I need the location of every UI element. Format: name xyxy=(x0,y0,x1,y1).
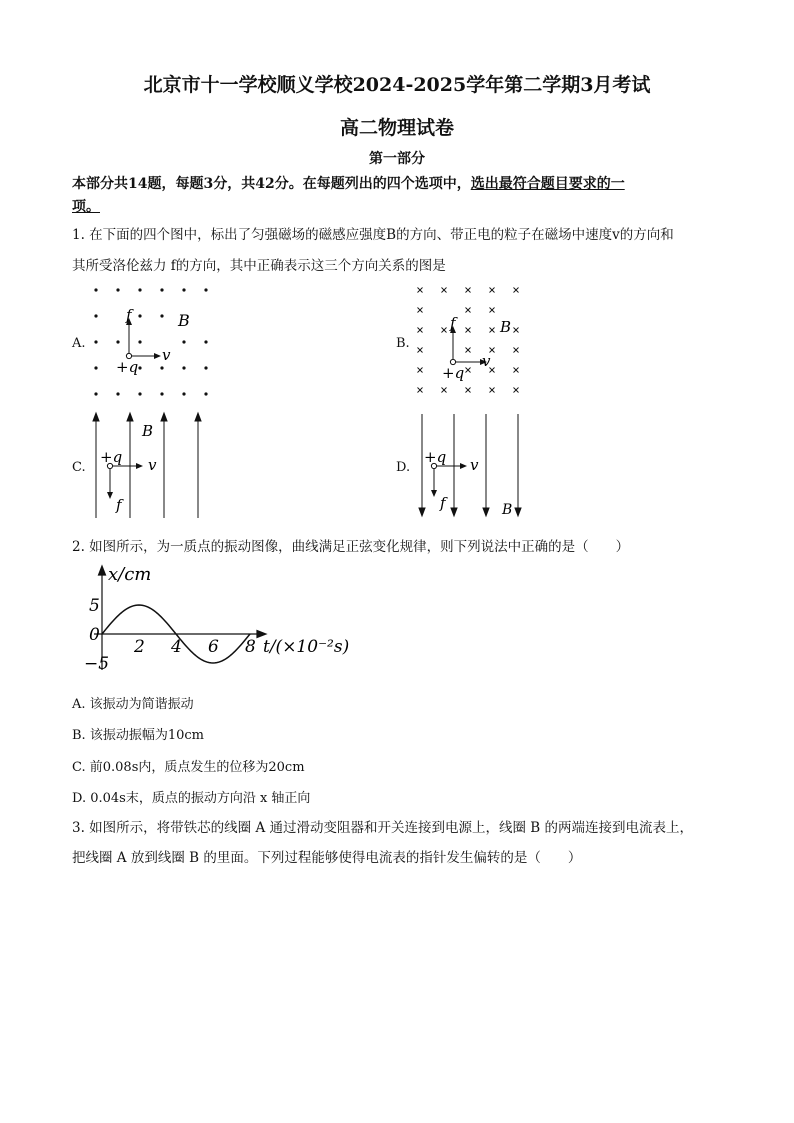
q2-option-a: A. 该振动为简谐振动 xyxy=(72,697,194,712)
label-f: f xyxy=(450,314,456,332)
q1-diagram-d xyxy=(410,410,530,520)
instructions-end: 项。 xyxy=(72,199,100,215)
label-b: B xyxy=(142,422,154,440)
label-v: v xyxy=(470,456,479,474)
label-v: v xyxy=(482,352,491,370)
y-tick-label: 5 xyxy=(89,596,100,616)
q2-stem: 2. 如图所示，为一质点的振动图像，曲线满足正弦变化规律，则下列说法中正确的是（ ） xyxy=(72,539,630,555)
q3-line2: 把线圈 A 放到线圈 B 的里面。下列过程能够使得电流表的指针发生偏转的是（ ） xyxy=(72,850,582,866)
instructions-text: 本部分共14题，每题3分，共42分。在每题列出的四个选项中， xyxy=(72,176,471,192)
label-v: v xyxy=(162,346,171,364)
q1-line1: 1. 在下面的四个图中，标出了匀强磁场的磁感应强度B的方向、带正电的粒子在磁场中速度v的方向和 xyxy=(72,227,674,243)
label-b: B xyxy=(178,311,190,330)
instructions-underlined: 选出最符合题目要求的一 xyxy=(470,176,625,192)
label-f: f xyxy=(440,494,446,512)
label-b: B xyxy=(502,502,513,518)
q1-line2: 其所受洛伦兹力 f的方向，其中正确表示这三个方向关系的图是 xyxy=(72,258,446,274)
q1-diagram-a xyxy=(86,282,216,402)
label-b: B xyxy=(500,318,512,336)
q1-option-c-label: C. xyxy=(72,460,86,475)
q1-option-a-label: A. xyxy=(72,336,86,351)
label-q: +q xyxy=(424,448,447,466)
part-heading: 第一部分 xyxy=(369,151,425,167)
x-tick-label: 8 xyxy=(245,637,256,657)
field-crosses xyxy=(418,288,519,393)
x-tick-label: 6 xyxy=(208,637,219,657)
q2-option-d: D. 0.04s末，质点的振动方向沿 x 轴正向 xyxy=(72,791,311,806)
q1-diagram-b xyxy=(410,282,530,402)
q3-line1: 3. 如图所示，将带铁芯的线圈 A 通过滑动变阻器和开关连接到电源上，线圈 B 的两端连接到电流表上， xyxy=(72,820,694,836)
label-v: v xyxy=(148,456,157,474)
instructions xyxy=(72,173,625,193)
x-tick-label: 4 xyxy=(171,637,182,657)
y-axis-arrow xyxy=(99,566,106,575)
y-axis-label: x/cm xyxy=(108,564,152,585)
label-q: +q xyxy=(100,448,123,466)
label-q: +q xyxy=(116,358,139,376)
q2-option-b: B. 该振动振幅为10cm xyxy=(72,728,204,743)
q2-vibration-chart xyxy=(80,560,350,678)
x-axis-label: t/(×10⁻²s) xyxy=(263,637,350,657)
q1-option-d-label: D. xyxy=(396,460,411,475)
y-tick-label: 0 xyxy=(89,625,100,645)
y-tick-label: −5 xyxy=(84,654,110,674)
q2-option-c: C. 前0.08s内，质点发生的位移为20cm xyxy=(72,760,305,775)
label-q: +q xyxy=(442,364,465,382)
page-subtitle: 高二物理试卷 xyxy=(339,117,454,139)
label-f: f xyxy=(126,306,132,324)
q1-diagram-c xyxy=(86,410,216,520)
field-dots xyxy=(94,288,207,395)
q1-option-b-label: B. xyxy=(396,336,410,351)
label-f: f xyxy=(116,496,122,514)
x-tick-label: 2 xyxy=(134,637,145,657)
page-title: 北京市十一学校顺义学校2024-2025学年第二学期3月考试 xyxy=(143,74,651,96)
